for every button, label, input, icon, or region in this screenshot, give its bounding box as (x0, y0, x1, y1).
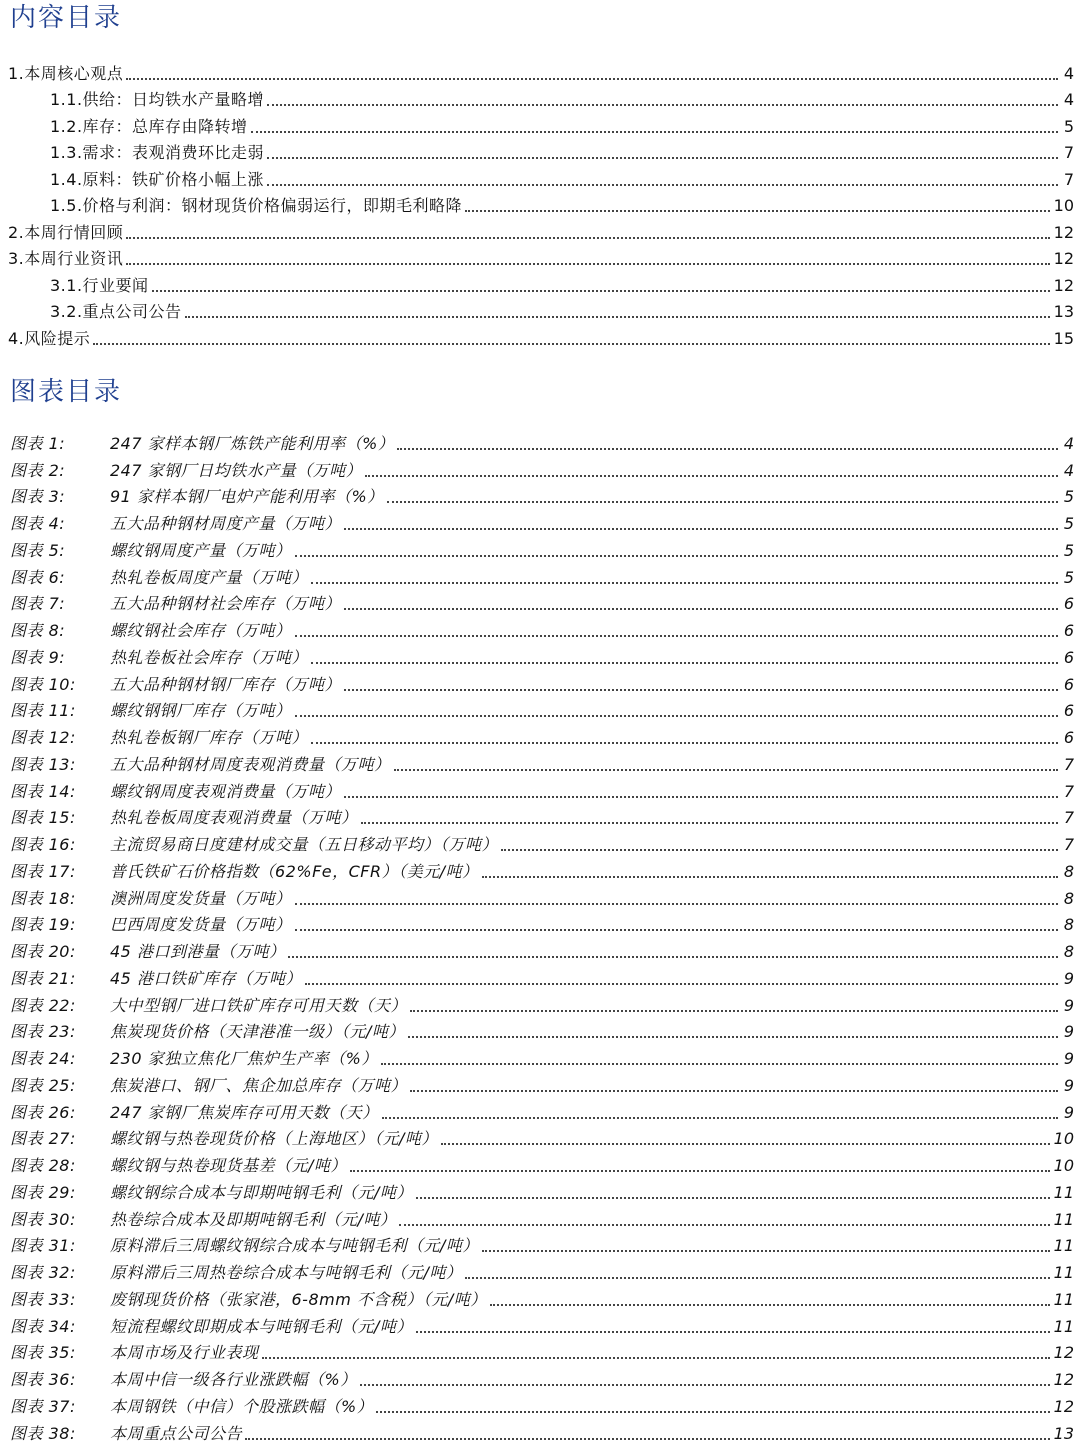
dot-leader (376, 1411, 1049, 1413)
figure-entry[interactable] (0, 482, 1080, 509)
toc-entry-page: 12 (1053, 222, 1074, 242)
figure-entry-page: 9 (1063, 995, 1074, 1015)
figure-entry-text (10, 1048, 378, 1070)
figure-entry-text (10, 834, 498, 856)
toc-entry[interactable] (0, 323, 1080, 350)
figure-entry-label: 图表 26: (10, 1102, 76, 1122)
toc-title: 内容目录 (10, 3, 123, 33)
figure-entry-title: 五大品种钢材周度表观消费量（万吨） (110, 754, 391, 774)
figure-entry[interactable] (0, 1017, 1080, 1044)
figure-entry-page: 8 (1063, 861, 1074, 881)
dot-leader (295, 929, 1058, 931)
figure-entry-page: 9 (1063, 1049, 1074, 1068)
figure-entry[interactable] (0, 883, 1080, 910)
figure-entry-title: 大中型钢厂进口铁矿库存可用天数（天） (110, 995, 408, 1015)
figure-entry-text (10, 968, 302, 990)
figure-entry-page: 5 (1063, 540, 1074, 560)
dot-leader (482, 1250, 1050, 1252)
dot-leader (361, 822, 1058, 824)
figure-entry[interactable] (0, 1150, 1080, 1177)
figure-entry-label: 图表 2: (10, 460, 66, 480)
dot-leader (501, 849, 1058, 851)
dot-leader (305, 983, 1058, 985)
figure-entry-page: 11 (1053, 1316, 1074, 1336)
figure-entry-text (10, 1342, 259, 1364)
toc-entry-title: 1.5.价格与利润：钢材现货价格偏弱运行，即期毛利略降 (50, 196, 463, 215)
figure-entry[interactable] (0, 455, 1080, 482)
figure-entry[interactable] (0, 696, 1080, 723)
figure-entry-title: 247 家钢厂焦炭库存可用天数（天） (110, 1102, 379, 1122)
figure-entry-text (10, 807, 358, 829)
figure-entry-label: 图表 31: (10, 1236, 76, 1256)
figure-entry-label: 图表 4: (10, 514, 66, 533)
figure-entry-text (10, 1289, 487, 1311)
figure-entry-title: 247 家样本钢厂炼铁产能利用率（%） (110, 433, 395, 453)
figure-entry-page: 11 (1053, 1236, 1074, 1256)
figure-entry-page: 6 (1063, 621, 1074, 640)
figure-entry-label: 图表 10: (10, 674, 76, 694)
figure-entry[interactable] (0, 910, 1080, 937)
figure-entry-title: 本周重点公司公告 (110, 1423, 243, 1443)
figure-entry-text (10, 914, 292, 936)
figure-entry-title: 45 港口铁矿库存（万吨） (110, 968, 302, 988)
figure-entry[interactable] (0, 589, 1080, 616)
toc-entry[interactable] (0, 191, 1080, 218)
figure-entry-title: 螺纹钢综合成本与即期吨钢毛利（元/吨） (110, 1182, 413, 1202)
toc-entry[interactable] (0, 270, 1080, 297)
toc-entry-page: 7 (1063, 143, 1074, 162)
figure-entry-title: 原料滞后三周螺纹钢综合成本与吨钢毛利（元/吨） (110, 1236, 479, 1256)
figure-entry-label: 图表 5: (10, 540, 66, 560)
figure-entry[interactable] (0, 936, 1080, 963)
figure-entry-title: 本周市场及行业表现 (110, 1343, 259, 1363)
figure-entry-label: 图表 37: (10, 1396, 76, 1416)
dot-leader (344, 689, 1058, 691)
figure-entry-label: 图表 28: (10, 1156, 76, 1175)
figure-entry-page: 5 (1063, 514, 1074, 533)
figure-entry-label: 图表 13: (10, 754, 76, 774)
figure-entry-page: 4 (1063, 433, 1074, 453)
dot-leader (126, 237, 1049, 239)
figure-entry-page: 12 (1053, 1343, 1074, 1363)
figure-entry-title: 螺纹钢周度表观消费量（万吨） (110, 781, 342, 801)
toc-entry-title: 3.2.重点公司公告 (50, 302, 182, 321)
toc-entry-title: 1.4.原料：铁矿价格小幅上涨 (50, 169, 265, 189)
figure-entry-page: 7 (1063, 754, 1074, 774)
dot-leader (381, 1063, 1058, 1065)
figure-entry-text (10, 540, 292, 562)
figure-entry[interactable] (0, 1204, 1080, 1231)
figure-entry-label: 图表 23: (10, 1022, 76, 1042)
figure-entry-text (10, 888, 292, 910)
dot-leader (295, 635, 1058, 637)
figure-entry-title: 巴西周度发货量（万吨） (110, 915, 292, 935)
figure-list (0, 428, 1080, 1445)
figure-entry-page: 4 (1063, 460, 1074, 480)
dot-leader (185, 316, 1050, 318)
figure-entry-text (10, 486, 384, 508)
figure-entry-title: 本周钢铁（中信）个股涨跌幅（%） (110, 1396, 374, 1416)
dot-leader (295, 555, 1058, 557)
figure-entry-text (10, 1102, 379, 1124)
figure-entry-text (10, 1021, 405, 1043)
toc-entry[interactable] (0, 111, 1080, 138)
figure-entry-page: 8 (1063, 915, 1074, 935)
toc-entry-page: 10 (1053, 196, 1074, 215)
figure-entry-text (10, 1369, 357, 1391)
figure-entry-text (10, 620, 292, 642)
figure-entry-text (10, 1262, 462, 1284)
figure-entry-text (10, 513, 341, 535)
figure-entry-page: 6 (1063, 674, 1074, 694)
figure-entry-label: 图表 15: (10, 808, 76, 828)
figure-entry[interactable] (0, 1364, 1080, 1391)
toc-entry[interactable] (0, 138, 1080, 165)
toc-entry-page: 13 (1053, 302, 1074, 321)
dot-leader (490, 1304, 1050, 1306)
dot-leader (350, 1170, 1050, 1172)
figure-entry-title: 焦炭现货价格（天津港准一级）（元/吨） (110, 1022, 405, 1042)
dot-leader (360, 1384, 1050, 1386)
figure-entry[interactable] (0, 829, 1080, 856)
toc-entry[interactable] (0, 297, 1080, 324)
toc-entry-title: 1.本周核心观点 (8, 63, 124, 83)
toc-entry-page: 12 (1053, 249, 1074, 268)
figure-entry[interactable] (0, 508, 1080, 535)
figure-entry-title: 螺纹钢社会库存（万吨） (110, 621, 292, 640)
figure-entry-text (10, 1155, 347, 1177)
figure-entry-page: 5 (1063, 567, 1074, 587)
figure-entry-text (10, 1423, 242, 1445)
toc-list (0, 58, 1080, 350)
figure-entry-title: 主流贸易商日度建材成交量（五日移动平均）（万吨） (110, 835, 499, 854)
figure-entry[interactable] (0, 1043, 1080, 1070)
figure-entry-label: 图表 38: (10, 1423, 76, 1443)
dot-leader (365, 475, 1058, 477)
figure-entry-title: 230 家独立焦化厂焦炉生产率（%） (110, 1049, 378, 1068)
figure-entry-page: 6 (1063, 701, 1074, 721)
toc-entry-page: 4 (1063, 63, 1074, 83)
figure-entry-text (10, 995, 407, 1017)
dot-leader (251, 131, 1058, 133)
dot-leader (126, 78, 1058, 80)
figure-entry-page: 11 (1053, 1263, 1074, 1282)
figure-entry-page: 11 (1053, 1182, 1074, 1202)
figure-entry-page: 12 (1053, 1370, 1074, 1389)
dot-leader (408, 1036, 1058, 1038)
dot-leader (311, 582, 1058, 584)
figure-entry-text (10, 861, 479, 883)
figure-entry-title: 原料滞后三周热卷综合成本与吨钢毛利（元/吨） (110, 1263, 463, 1282)
toc-entry-title: 1.2.库存：总库存由降转增 (50, 116, 248, 136)
figure-entry-text (10, 1128, 438, 1150)
figure-entry-label: 图表 12: (10, 728, 76, 747)
figure-entry-text (10, 1235, 479, 1257)
figure-entry[interactable] (0, 1257, 1080, 1284)
figure-entry-title: 五大品种钢材钢厂库存（万吨） (110, 674, 342, 694)
figure-entry-text (10, 647, 308, 669)
figure-entry-text (10, 1209, 396, 1231)
toc-entry[interactable] (0, 58, 1080, 85)
dot-leader (267, 184, 1058, 186)
dot-leader (295, 903, 1058, 905)
figure-entry-label: 图表 29: (10, 1182, 76, 1202)
figure-entry-page: 10 (1053, 1129, 1074, 1149)
figure-entry[interactable] (0, 1391, 1080, 1418)
figure-entry[interactable] (0, 856, 1080, 883)
figure-entry[interactable] (0, 1311, 1080, 1338)
toc-entry[interactable] (0, 164, 1080, 191)
dot-leader (311, 662, 1058, 664)
figure-entry-title: 热卷综合成本及即期吨钢毛利（元/吨） (110, 1209, 397, 1229)
toc-entry-title: 1.1.供给：日均铁水产量略增 (50, 90, 265, 109)
figure-entry-text (10, 781, 341, 803)
figure-entry-title: 热轧卷板周度表观消费量（万吨） (110, 808, 358, 828)
figure-entry-page: 8 (1063, 888, 1074, 908)
figure-entry-text (10, 1396, 373, 1418)
figure-entry-page: 10 (1053, 1156, 1074, 1175)
toc-entry-title: 3.1.行业要闻 (50, 275, 149, 295)
figure-entry-page: 9 (1063, 968, 1074, 988)
figure-entry-label: 图表 7: (10, 594, 66, 614)
figure-entry-label: 图表 27: (10, 1129, 76, 1149)
figure-entry-label: 图表 25: (10, 1075, 76, 1095)
figure-entry[interactable] (0, 642, 1080, 669)
dot-leader (465, 210, 1050, 212)
figure-entry[interactable] (0, 803, 1080, 830)
dot-leader (311, 742, 1058, 744)
dot-leader (465, 1277, 1049, 1279)
figure-entry-text (10, 941, 285, 963)
figure-entry[interactable] (0, 615, 1080, 642)
figure-entry[interactable] (0, 1097, 1080, 1124)
dot-leader (93, 343, 1049, 345)
figure-entry[interactable] (0, 535, 1080, 562)
figure-entry-label: 图表 3: (10, 487, 66, 507)
toc-entry-title: 3.本周行业资讯 (8, 249, 124, 268)
dot-leader (416, 1331, 1050, 1333)
figure-entry-title: 五大品种钢材周度产量（万吨） (110, 514, 342, 533)
dot-leader (267, 104, 1058, 106)
figure-entry-label: 图表 32: (10, 1263, 76, 1282)
dot-leader (267, 157, 1058, 159)
figure-entry-title: 五大品种钢材社会库存（万吨） (110, 594, 342, 614)
figure-entry[interactable] (0, 428, 1080, 455)
dot-leader (394, 769, 1058, 771)
figure-entry-page: 11 (1053, 1289, 1074, 1309)
toc-entry[interactable] (0, 244, 1080, 271)
figure-entry-label: 图表 14: (10, 781, 76, 801)
figure-entry[interactable] (0, 1418, 1080, 1445)
figure-entry-title: 247 家钢厂日均铁水产量（万吨） (110, 460, 363, 480)
figure-entry-label: 图表 30: (10, 1209, 76, 1229)
figure-entry-page: 12 (1053, 1396, 1074, 1416)
figure-entry-title: 短流程螺纹即期成本与吨钢毛利（元/吨） (110, 1316, 413, 1336)
figure-entry[interactable] (0, 1338, 1080, 1365)
toc-entry-page: 12 (1053, 275, 1074, 295)
figure-entry-title: 螺纹钢与热卷现货基差（元/吨） (110, 1156, 347, 1175)
figure-entry-label: 图表 9: (10, 647, 66, 667)
figure-entry-title: 螺纹钢周度产量（万吨） (110, 540, 292, 560)
figure-entry-text (10, 674, 341, 696)
figure-entry-label: 图表 34: (10, 1316, 76, 1336)
figure-entry[interactable] (0, 1124, 1080, 1151)
dot-leader (126, 263, 1049, 265)
figure-entry-text (10, 727, 308, 749)
figure-entry-page: 7 (1063, 808, 1074, 828)
figure-entry-title: 本周中信一级各行业涨跌幅（%） (110, 1370, 357, 1389)
figure-entry-label: 图表 1: (10, 433, 66, 453)
figure-entry-label: 图表 21: (10, 968, 76, 988)
dot-leader (399, 1224, 1049, 1226)
toc-entry-title: 4.风险提示 (8, 328, 91, 348)
figure-entry[interactable] (0, 1177, 1080, 1204)
figure-entry-label: 图表 11: (10, 701, 76, 721)
figure-entry-title: 普氏铁矿石价格指数（62%Fe，CFR）（美元/吨） (110, 861, 479, 881)
dot-leader (410, 1090, 1058, 1092)
figure-entry-title: 螺纹钢与热卷现货价格（上海地区）（元/吨） (110, 1129, 438, 1149)
figure-entry-page: 6 (1063, 647, 1074, 667)
figure-entry-label: 图表 33: (10, 1289, 76, 1309)
toc-entry-title: 2.本周行情回顾 (8, 222, 124, 242)
toc-entry-page: 4 (1063, 90, 1074, 109)
figure-entry-title: 热轧卷板钢厂库存（万吨） (110, 728, 309, 747)
toc-entry[interactable] (0, 85, 1080, 112)
figure-entry-text (10, 700, 292, 722)
toc-entry-page: 7 (1063, 169, 1074, 189)
figure-entry-label: 图表 36: (10, 1370, 76, 1389)
figure-entry-page: 8 (1063, 942, 1074, 961)
figure-entry-label: 图表 22: (10, 995, 76, 1015)
dot-leader (382, 1117, 1058, 1119)
figure-entry-label: 图表 18: (10, 888, 76, 908)
dot-leader (410, 1010, 1058, 1012)
figure-entry-text (10, 593, 341, 615)
figure-entry-text (10, 1075, 407, 1097)
figure-entry[interactable] (0, 990, 1080, 1017)
figure-entry[interactable] (0, 776, 1080, 803)
dot-leader (152, 290, 1050, 292)
figure-entry-page: 7 (1063, 781, 1074, 801)
dot-leader (397, 448, 1058, 450)
dot-leader (387, 501, 1058, 503)
figure-entry[interactable] (0, 749, 1080, 776)
dot-leader (245, 1438, 1050, 1440)
figure-entry-title: 螺纹钢钢厂库存（万吨） (110, 701, 292, 721)
figure-entry-title: 热轧卷板周度产量（万吨） (110, 567, 309, 587)
dot-leader (288, 956, 1058, 958)
dot-leader (344, 608, 1058, 610)
figure-entry-page: 11 (1053, 1209, 1074, 1229)
figure-entry-label: 图表 17: (10, 861, 76, 881)
figure-entry[interactable] (0, 1070, 1080, 1097)
figure-entry-text (10, 460, 362, 482)
dot-leader (416, 1197, 1050, 1199)
figure-entry-title: 澳洲周度发货量（万吨） (110, 888, 292, 908)
figure-entry-page: 5 (1063, 487, 1074, 507)
figure-entry-text (10, 1316, 413, 1338)
figure-entry-page: 7 (1063, 835, 1074, 854)
figure-list-title: 图表目录 (10, 377, 123, 407)
figure-entry-page: 13 (1053, 1423, 1074, 1443)
toc-entry-page: 5 (1063, 116, 1074, 136)
figure-entry-text (10, 567, 308, 589)
figure-entry[interactable] (0, 669, 1080, 696)
figure-entry-label: 图表 20: (10, 942, 76, 961)
toc-entry-title: 1.3.需求：表观消费环比走弱 (50, 143, 265, 162)
figure-entry-title: 45 港口到港量（万吨） (110, 942, 286, 961)
figure-entry[interactable] (0, 562, 1080, 589)
figure-entry[interactable] (0, 1284, 1080, 1311)
figure-entry-page: 6 (1063, 594, 1074, 614)
figure-entry-text (10, 754, 391, 776)
dot-leader (441, 1143, 1050, 1145)
figure-entry-title: 废钢现货价格（张家港，6-8mm 不含税）（元/吨） (110, 1289, 487, 1309)
toc-entry[interactable] (0, 217, 1080, 244)
figure-entry-title: 焦炭港口、钢厂、焦企加总库存（万吨） (110, 1075, 408, 1095)
dot-leader (344, 528, 1058, 530)
figure-entry-page: 9 (1063, 1075, 1074, 1095)
figure-entry-label: 图表 8: (10, 621, 66, 640)
dot-leader (262, 1357, 1050, 1359)
figure-entry-text (10, 1182, 413, 1204)
figure-entry-text (10, 433, 394, 455)
dot-leader (295, 715, 1058, 717)
figure-entry-title: 热轧卷板社会库存（万吨） (110, 647, 309, 667)
toc-entry-page: 15 (1053, 328, 1074, 348)
figure-entry-label: 图表 35: (10, 1343, 76, 1363)
figure-entry[interactable] (0, 963, 1080, 990)
figure-entry-page: 9 (1063, 1102, 1074, 1122)
dot-leader (482, 876, 1059, 878)
figure-entry-page: 9 (1063, 1022, 1074, 1042)
figure-entry-label: 图表 24: (10, 1049, 76, 1068)
dot-leader (344, 796, 1058, 798)
figure-entry-label: 图表 19: (10, 915, 76, 935)
figure-entry-page: 6 (1063, 728, 1074, 747)
figure-entry-title: 91 家样本钢厂电炉产能利用率（%） (110, 487, 384, 507)
figure-entry-label: 图表 16: (10, 835, 76, 854)
figure-entry[interactable] (0, 1231, 1080, 1258)
figure-entry-label: 图表 6: (10, 567, 66, 587)
figure-entry[interactable] (0, 722, 1080, 749)
